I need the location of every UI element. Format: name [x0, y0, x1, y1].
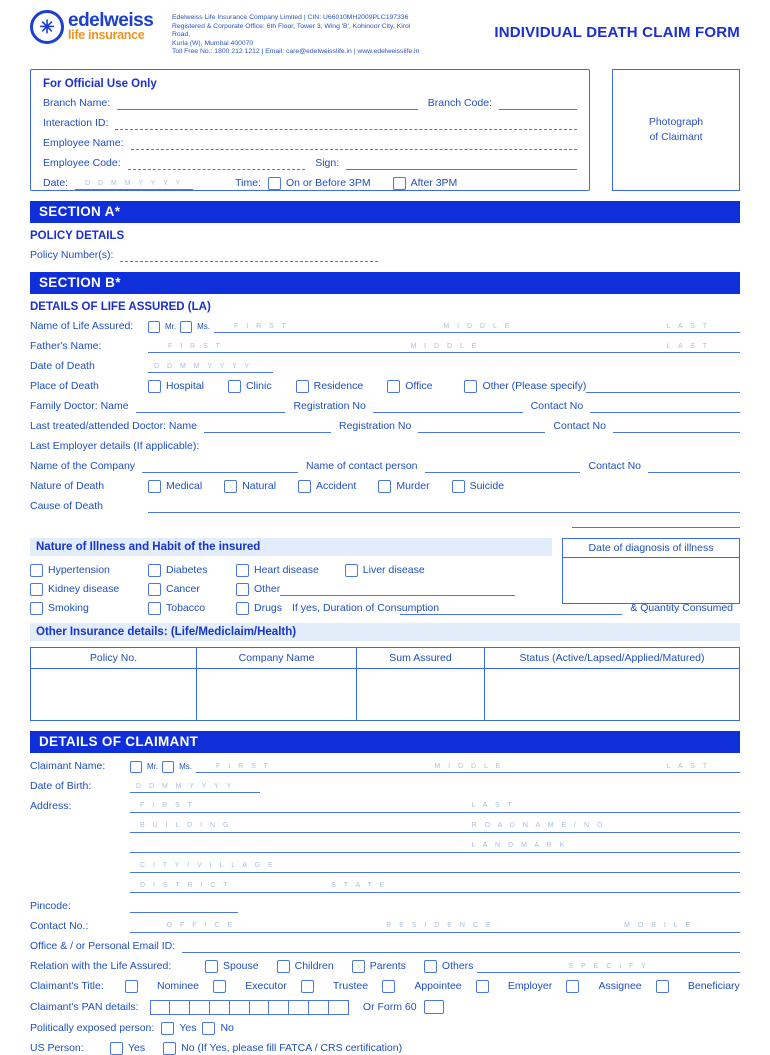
father-first-ghost: F I R S T [168, 342, 223, 350]
relation-spouse-label: Spouse [223, 959, 259, 972]
claimant-ms-checkbox[interactable] [162, 761, 174, 773]
place-clinic-label: Clinic [245, 379, 272, 392]
nature-suicide-checkbox[interactable] [452, 480, 465, 493]
other-insurance-title: Other Insurance details: (Life/Mediclaim/Health) [30, 623, 740, 641]
place-other-checkbox[interactable] [464, 380, 477, 393]
relation-children-label: Children [294, 959, 334, 972]
us-person-label: US Person: [30, 1041, 84, 1054]
edelweiss-logo [30, 10, 172, 44]
drugs-checkbox[interactable] [236, 602, 249, 615]
contact-person-input[interactable] [425, 460, 581, 473]
title-nominee-label: Nominee [157, 979, 200, 992]
nature-of-death-label: Nature of Death [30, 479, 105, 492]
pincode-label: Pincode: [30, 899, 71, 912]
nature-suicide-label: Suicide [469, 479, 505, 492]
claimant-address-label: Address: [30, 799, 72, 812]
diagnosis-date-box[interactable] [562, 538, 740, 604]
pan-cell[interactable] [229, 1000, 250, 1015]
address-city-ghost: C I T Y / V I L L A G E [140, 861, 276, 869]
claimant-section-header: DETAILS OF CLAIMANT [30, 731, 740, 753]
heart-disease-label: Heart disease [254, 563, 319, 576]
company-info-line3: Kurla (W), Mumbai 400070 [172, 39, 254, 47]
claimant-middle-ghost: M I D D L E [434, 762, 504, 770]
relation-children-checkbox[interactable] [277, 960, 290, 973]
la-mr-checkbox[interactable] [148, 321, 160, 333]
contact-no-input[interactable] [130, 920, 740, 933]
la-ms-label: Ms. [197, 321, 210, 331]
title-appointee-checkbox[interactable] [382, 980, 395, 993]
sign-input[interactable] [346, 157, 577, 170]
col-status: Status (Active/Lapsed/Applied/Matured) [485, 647, 740, 668]
nature-murder-checkbox[interactable] [378, 480, 391, 493]
claimant-first-ghost: F I R S T [216, 762, 271, 770]
employee-code-input[interactable] [128, 157, 306, 170]
title-appointee-label: Appointee [414, 979, 462, 992]
us-person-no-label: No (If Yes, please fill FATCA / CRS certification) [181, 1041, 403, 1054]
contact-office-ghost: O F F I C E [166, 921, 235, 929]
branch-name-label: Branch Name: [43, 96, 111, 109]
claimant-last-ghost: L A S T [666, 762, 710, 770]
place-office-checkbox[interactable] [387, 380, 400, 393]
official-use-title: For Official Use Only [43, 77, 157, 90]
liver-disease-checkbox[interactable] [345, 564, 358, 577]
family-doctor-label: Family Doctor: Name [30, 399, 129, 412]
official-use-box [30, 69, 590, 191]
father-middle-ghost: M I D D L E [410, 342, 480, 350]
place-of-death-label: Place of Death [30, 379, 99, 392]
pan-cell[interactable] [150, 1000, 171, 1015]
pan-cell[interactable] [249, 1000, 270, 1015]
col-sum-assured: Sum Assured [357, 647, 485, 668]
time-after-3pm-checkbox[interactable] [393, 177, 406, 190]
place-other-label: Other (Please specify) [482, 379, 587, 392]
company-info-line1: Edelweiss Life Insurance Company Limited | CIN: U66010MH2009PLC197336 [172, 14, 409, 21]
company-contact-label: Contact No [588, 459, 642, 472]
address-line5-input[interactable] [130, 880, 740, 893]
contact-residence-ghost: R E S I D E N C E [386, 921, 494, 929]
life-assured-subtitle: DETAILS OF LIFE ASSURED (LA) [30, 300, 211, 313]
smoking-checkbox[interactable] [30, 602, 43, 615]
contact-person-label: Name of contact person [306, 459, 418, 472]
title-beneficiary-checkbox[interactable] [656, 980, 669, 993]
father-name-input[interactable] [148, 340, 740, 353]
employee-name-label: Employee Name: [43, 136, 124, 149]
claimant-mr-label: Mr. [147, 761, 159, 771]
section-b-header: SECTION B* [30, 272, 740, 294]
family-doctor-regno-label: Registration No [293, 399, 366, 412]
heart-disease-checkbox[interactable] [236, 564, 249, 577]
tobacco-label: Tobacco [166, 601, 206, 614]
branch-name-input[interactable] [117, 97, 418, 110]
last-doctor-regno-input[interactable] [418, 420, 545, 433]
smoking-label: Smoking [48, 601, 89, 614]
form-title: INDIVIDUAL DEATH CLAIM FORM [494, 24, 740, 41]
last-doctor-name-input[interactable] [204, 420, 331, 433]
date-ghost: D D M M Y Y Y Y [85, 179, 184, 187]
last-doctor-contact-input[interactable] [613, 420, 740, 433]
duration-input[interactable] [400, 602, 622, 615]
pep-no-label: No [220, 1021, 234, 1034]
relation-specify-input[interactable] [477, 960, 740, 973]
nature-natural-label: Natural [242, 479, 277, 492]
nature-natural-checkbox[interactable] [224, 480, 237, 493]
kidney-disease-label: Kidney disease [48, 582, 120, 595]
policy-details-subtitle: POLICY DETAILS [30, 229, 125, 242]
company-info-line2: Registered & Corporate Office: 6th Floor, Tower 3, Wing 'B', Kohinoor City, Kirol Road, [172, 22, 411, 39]
other-insurance-empty-row [31, 668, 740, 720]
time-after-3pm-label: After 3PM [410, 176, 458, 189]
title-trustee-label: Trustee [332, 979, 369, 992]
email-input[interactable] [182, 940, 740, 953]
title-trustee-checkbox[interactable] [301, 980, 314, 993]
drugs-label: Drugs [254, 601, 283, 614]
place-residence-label: Residence [313, 379, 364, 392]
nature-medical-label: Medical [166, 479, 203, 492]
illness-band-title: Nature of Illness and Habit of the insured [30, 538, 552, 556]
family-doctor-regno-input[interactable] [373, 400, 523, 413]
relation-label: Relation with the Life Assured: [30, 959, 172, 972]
section-a-header: SECTION A* [30, 201, 740, 223]
edelweiss-flower-icon [30, 10, 64, 44]
title-assignee-checkbox[interactable] [566, 980, 579, 993]
form60-checkbox[interactable] [424, 1000, 444, 1014]
address-line2-input[interactable] [130, 820, 740, 833]
father-last-ghost: L A S T [666, 342, 710, 350]
claimant-dob-label: Date of Birth: [30, 779, 92, 792]
hypertension-label: Hypertension [48, 563, 110, 576]
last-doctor-contact-label: Contact No [553, 419, 606, 432]
kidney-disease-checkbox[interactable] [30, 583, 43, 596]
family-doctor-contact-input[interactable] [590, 400, 740, 413]
us-person-no-checkbox[interactable] [163, 1042, 176, 1055]
company-name-input[interactable] [142, 460, 298, 473]
pan-input-grid[interactable] [150, 1000, 349, 1015]
logo-subbrand: life insurance [68, 28, 145, 42]
diabetes-checkbox[interactable] [148, 564, 161, 577]
claimant-name-label: Claimant Name: [30, 759, 106, 772]
claimant-dob-ghost: D D M M Y Y Y Y [136, 782, 235, 790]
date-label: Date: [43, 176, 69, 189]
family-doctor-contact-label: Contact No [530, 399, 584, 412]
cause-of-death-label: Cause of Death [30, 499, 103, 512]
employee-name-input[interactable] [131, 137, 577, 150]
form-header [30, 10, 740, 57]
address-state-ghost: S T A T E [331, 881, 388, 889]
pincode-input[interactable] [130, 900, 238, 913]
claimant-name-input[interactable] [196, 760, 740, 773]
liver-disease-label: Liver disease [362, 563, 425, 576]
place-clinic-checkbox[interactable] [228, 380, 241, 393]
address-first-ghost: F I R S T [140, 801, 195, 809]
company-contact-input[interactable] [648, 460, 740, 473]
address-line3-input[interactable] [130, 840, 740, 853]
company-info [172, 10, 422, 57]
pan-cell[interactable] [328, 1000, 349, 1015]
form60-label: Or Form 60 [362, 1000, 417, 1013]
branch-code-label: Branch Code: [427, 96, 492, 109]
top-band [30, 69, 740, 191]
last-employer-label: Last Employer details (If applicable): [30, 439, 200, 452]
date-of-death-input[interactable] [148, 360, 273, 373]
place-hospital-label: Hospital [166, 379, 204, 392]
branch-code-input[interactable] [499, 97, 577, 110]
relation-specify-ghost: S P E C I F Y [568, 962, 649, 970]
date-of-death-ghost: D D M M Y Y Y Y [154, 362, 253, 370]
duration-label: If yes, Duration of Consumption [292, 601, 440, 614]
contact-mobile-ghost: M O B I L E [624, 921, 694, 929]
company-info-line4: Toll Free No.: 1800 212 1212 | Email: care@edelweisslife.in | www.edelweisslife.in [172, 48, 420, 56]
address-line1-input[interactable] [130, 800, 740, 813]
pan-cell[interactable] [189, 1000, 210, 1015]
status-cell[interactable] [485, 668, 740, 720]
life-assured-name-label: Name of Life Assured: [30, 319, 134, 332]
pan-cell[interactable] [209, 1000, 230, 1015]
title-beneficiary-label: Beneficiary [687, 979, 740, 992]
date-input[interactable] [75, 177, 193, 190]
photo-box-line2: of Claimant [649, 130, 703, 143]
time-before-3pm-label: On or Before 3PM [285, 176, 371, 189]
place-office-label: Office [405, 379, 433, 392]
place-other-input[interactable] [586, 380, 740, 393]
pan-cell[interactable] [288, 1000, 309, 1015]
relation-parents-checkbox[interactable] [352, 960, 365, 973]
la-name-input[interactable] [214, 320, 740, 333]
time-before-3pm-checkbox[interactable] [268, 177, 281, 190]
date-of-death-label: Date of Death [30, 359, 95, 372]
relation-spouse-checkbox[interactable] [205, 960, 218, 973]
claimant-photograph-box [612, 69, 740, 191]
nature-murder-label: Murder [396, 479, 430, 492]
address-district-ghost: D I S T R I C T [140, 881, 231, 889]
relation-others-label: Others [441, 959, 474, 972]
pan-cell[interactable] [169, 1000, 190, 1015]
father-name-label: Father's Name: [30, 339, 102, 352]
col-policy-no: Policy No. [31, 647, 197, 668]
place-residence-checkbox[interactable] [296, 380, 309, 393]
title-employer-checkbox[interactable] [476, 980, 489, 993]
cancer-label: Cancer [166, 582, 200, 595]
company-name-label: Name of the Company [30, 459, 136, 472]
la-last-ghost: L A S T [666, 322, 710, 330]
nature-medical-checkbox[interactable] [148, 480, 161, 493]
policy-number-input[interactable] [120, 249, 378, 262]
other-illness-label: Other [254, 582, 281, 595]
pan-cell[interactable] [268, 1000, 289, 1015]
us-person-yes-label: Yes [128, 1041, 146, 1054]
us-person-yes-checkbox[interactable] [110, 1042, 123, 1055]
cause-of-death-extra-line[interactable] [572, 515, 740, 528]
address-landmark-ghost: L A N D M A R K [471, 841, 568, 849]
last-doctor-label: Last treated/attended Doctor: Name [30, 419, 197, 432]
sign-label: Sign: [315, 156, 340, 169]
pep-label: Politically exposed person: [30, 1021, 155, 1034]
other-insurance-table [30, 647, 740, 721]
photo-box-line1: Photograph [648, 115, 704, 128]
claimant-ms-label: Ms. [179, 761, 192, 771]
time-label: Time: [235, 176, 261, 189]
policy-number-label: Policy Number(s): [30, 248, 114, 261]
address-building-ghost: B U I L D I N G [140, 821, 232, 829]
cause-of-death-input[interactable] [148, 500, 740, 513]
family-doctor-name-input[interactable] [136, 400, 286, 413]
address-last-ghost: L A S T [471, 801, 515, 809]
hypertension-checkbox[interactable] [30, 564, 43, 577]
title-nominee-checkbox[interactable] [125, 980, 138, 993]
interaction-id-input[interactable] [115, 117, 577, 130]
quantity-label: & Quantity Consumed [630, 601, 733, 614]
address-line4-input[interactable] [130, 860, 740, 873]
logo-text [68, 12, 153, 42]
pep-yes-label: Yes [179, 1021, 197, 1034]
nature-accident-label: Accident [316, 479, 357, 492]
relation-parents-label: Parents [369, 959, 406, 972]
other-illness-checkbox[interactable] [236, 583, 249, 596]
cancer-checkbox[interactable] [148, 583, 161, 596]
title-executor-checkbox[interactable] [213, 980, 226, 993]
diabetes-label: Diabetes [166, 563, 208, 576]
pan-cell[interactable] [308, 1000, 329, 1015]
diagnosis-date-title: Date of diagnosis of illness [563, 539, 739, 558]
claimant-title-label: Claimant's Title: [30, 979, 104, 992]
relation-others-checkbox[interactable] [424, 960, 437, 973]
logo-brand: edelweiss [68, 10, 154, 31]
la-ms-checkbox[interactable] [180, 321, 192, 333]
interaction-id-label: Interaction ID: [43, 116, 109, 129]
employee-code-label: Employee Code: [43, 156, 121, 169]
la-first-ghost: F I R S T [234, 322, 289, 330]
title-executor-label: Executor [245, 979, 287, 992]
title-assignee-label: Assignee [598, 979, 642, 992]
title-employer-label: Employer [507, 979, 553, 992]
la-mr-label: Mr. [165, 321, 177, 331]
tobacco-checkbox[interactable] [148, 602, 161, 615]
company-name-cell[interactable] [197, 668, 357, 720]
other-illness-input[interactable] [280, 583, 515, 596]
place-hospital-checkbox[interactable] [148, 380, 161, 393]
flower-glyph: ✳ [39, 16, 55, 37]
pan-details-label: Claimant's PAN details: [30, 1000, 139, 1013]
claimant-mr-checkbox[interactable] [130, 761, 142, 773]
sum-assured-cell[interactable] [357, 668, 485, 720]
contact-no-label: Contact No.: [30, 919, 89, 932]
claimant-dob-input[interactable] [130, 780, 260, 793]
col-company-name: Company Name [197, 647, 357, 668]
address-road-ghost: R O A D N A M E / N O [471, 821, 606, 829]
nature-accident-checkbox[interactable] [298, 480, 311, 493]
last-doctor-regno-label: Registration No [338, 419, 412, 432]
la-middle-ghost: M I D D L E [443, 322, 513, 330]
policy-no-cell[interactable] [31, 668, 197, 720]
email-label: Office & / or Personal Email ID: [30, 939, 176, 952]
